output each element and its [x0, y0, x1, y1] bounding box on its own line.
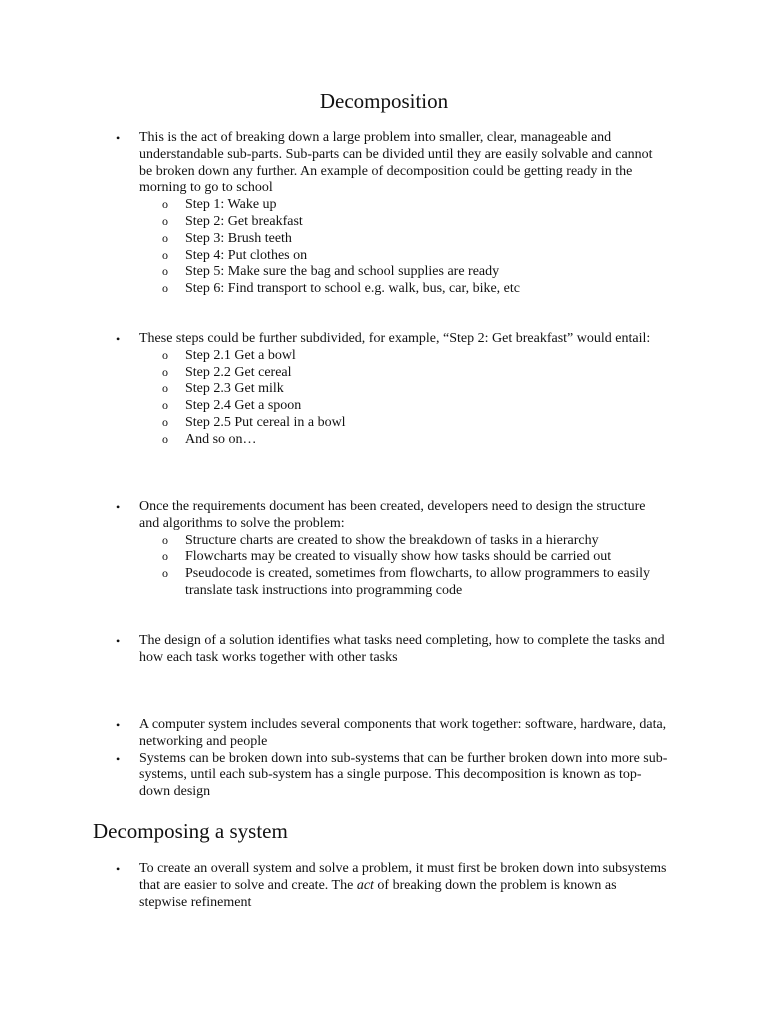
section-3 [0, 499, 768, 600]
sub-item: o Structure charts are created to show the breakdown of tasks in a hierarchy [139, 533, 668, 550]
bullet-text: This is the act of breaking down a large problem into smaller, clear, manageable and understandable sub-parts. Sub-parts can be divided until they are easily solvable and cannot be broken down any further. An example of decomposition could be getting ready in the morning to go to school [139, 130, 653, 196]
section-heading: Decomposing a system [93, 819, 288, 843]
bullet-text-start: To create an overall system and solve a problem, it must first be broken down into subsystems that are easier to solve and create. The [139, 861, 667, 893]
sub-item: o Step 4: Put clothes on [139, 248, 668, 265]
bullet-text: The design of a solution identifies what tasks need completing, how to complete the tasks and how each task works together with other tasks [139, 633, 665, 665]
sub-item: o Step 6: Find transport to school e.g. walk, bus, car, bike, etc [139, 281, 668, 298]
bullet-item [0, 861, 768, 911]
section-4 [0, 633, 768, 667]
bullet-text: A computer system includes several components that work together: software, hardware, data, networking and people [139, 717, 667, 749]
bullet-item [0, 717, 768, 751]
sub-item: o Step 2.3 Get milk [139, 381, 668, 398]
bullet-text: Once the requirements document has been created, developers need to design the structure and algorithms to solve the problem: [139, 499, 646, 531]
sub-item: o Step 2.4 Get a spoon [139, 398, 668, 415]
bullet-item [0, 331, 768, 449]
sub-item: o And so on… [139, 432, 668, 449]
sub-item: o Step 2: Get breakfast [139, 214, 668, 231]
bullet-item [0, 130, 768, 298]
sub-list [139, 197, 668, 298]
bullet-text: These steps could be further subdivided, for example, “Step 2: Get breakfast” would entail: [139, 331, 651, 346]
sub-item: o Step 3: Brush teeth [139, 231, 668, 248]
sub-item: o Step 2.5 Put cereal in a bowl [139, 415, 668, 432]
section-final [0, 861, 768, 911]
sub-item: o Step 1: Wake up [139, 197, 668, 214]
sub-item: o Step 2.1 Get a bowl [139, 348, 668, 365]
bullet-item [0, 751, 768, 801]
bullet-item [0, 633, 768, 667]
bullet-text: Systems can be broken down into sub-systems that can be further broken down into more sub-systems, until each sub-system has a single purpose. This decomposition is known as top-down design [139, 750, 668, 800]
bullet-text-end: of breaking down the problem is known as stepwise refinement [139, 877, 617, 910]
sub-list [139, 348, 668, 449]
sub-item: o Step 2.2 Get cereal [139, 365, 668, 382]
section-2 [0, 331, 768, 449]
bullet-item [0, 499, 768, 600]
sub-item: o Flowcharts may be created to visually show how tasks should be carried out [139, 549, 668, 566]
sub-item: o Pseudocode is created, sometimes from flowcharts, to allow programmers to easily translate task instructions into programming code [139, 566, 668, 600]
page-title: Decomposition [319, 89, 449, 113]
emphasis-text: act [356, 877, 374, 893]
sub-list [139, 533, 668, 600]
sub-item: o Step 5: Make sure the bag and school supplies are ready [139, 264, 668, 281]
section-1 [0, 130, 768, 298]
section-5 [0, 717, 768, 801]
